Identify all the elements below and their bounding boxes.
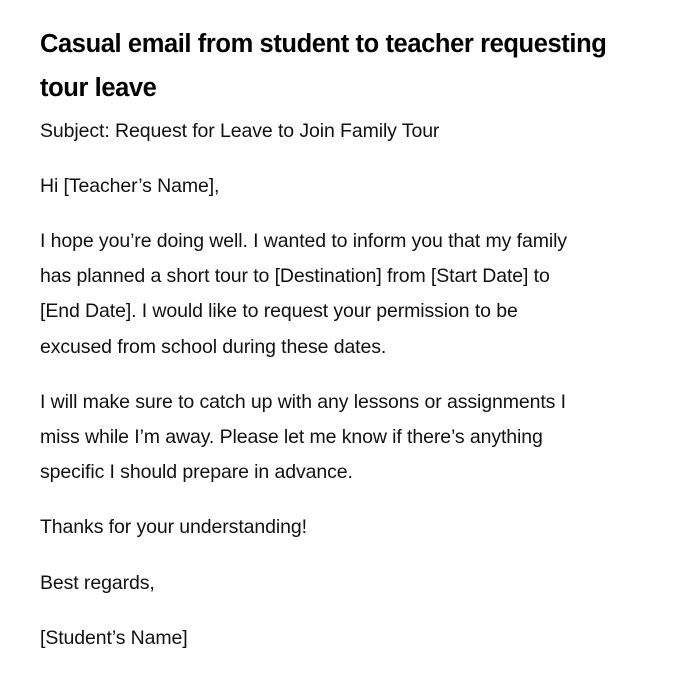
document-title [40, 22, 660, 110]
email-greeting: Hi [Teacher’s Name], [40, 175, 220, 197]
paragraph-1-line-3: [End Date]. I would like to request your permission to be [40, 300, 518, 322]
email-subject: Subject: Request for Leave to Join Family Tour [40, 120, 440, 142]
paragraph-2-line-2: miss while I’m away. Please let me know if there’s anything [40, 426, 543, 448]
thanks-line: Thanks for your understanding! [40, 516, 307, 538]
paragraph-1-line-2: has planned a short tour to [Destination] from [Start Date] to [40, 265, 550, 287]
paragraph-1-line-1: I hope you’re doing well. I wanted to inform you that my family [40, 230, 567, 252]
paragraph-2-line-1: I will make sure to catch up with any lessons or assignments I [40, 391, 566, 413]
paragraph-2-line-3: specific I should prepare in advance. [40, 461, 353, 483]
signature-line: [Student’s Name] [40, 627, 188, 649]
closing-line: Best regards, [40, 572, 155, 594]
title-line-1: Casual email from student to teacher requesting [40, 30, 607, 58]
title-line-2: tour leave [40, 74, 157, 102]
paragraph-1-line-4: excused from school during these dates. [40, 336, 387, 358]
